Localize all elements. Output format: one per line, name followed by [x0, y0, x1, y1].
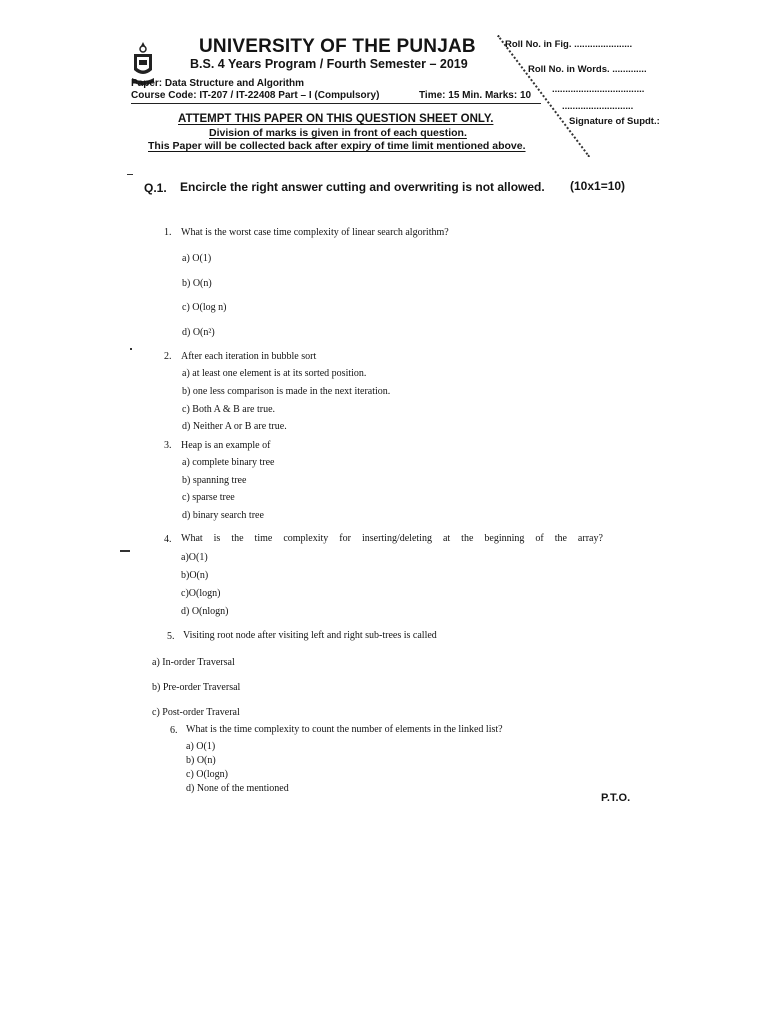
question-number: 1. — [164, 227, 172, 238]
question-text: What is the time complexity for inserting/deleting at the beginning of the array? — [181, 533, 603, 544]
option[interactable]: c) Post-order Traveral — [152, 707, 240, 718]
option[interactable]: b) one less comparison is made in the next iteration. — [182, 386, 391, 397]
question-number: 4. — [164, 534, 172, 545]
scan-mark — [130, 348, 132, 350]
q1-marks: (10x1=10) — [570, 179, 626, 193]
option[interactable]: d) Neither A or B are true. — [182, 421, 287, 432]
instruction-line-3: This Paper will be collected back after expiry of time limit mentioned above. — [148, 140, 526, 152]
instruction-line-1: ATTEMPT THIS PAPER ON THIS QUESTION SHEET ONLY. — [178, 113, 494, 125]
instruction-line-2: Division of marks is given in front of each question. — [209, 127, 467, 139]
roll-no-words: Roll No. in Words. ............. — [528, 64, 647, 75]
option[interactable]: c) sparse tree — [182, 492, 235, 503]
option[interactable]: d) binary search tree — [182, 510, 264, 521]
signature-dots: ........................... — [562, 101, 634, 112]
scan-mark — [120, 550, 130, 552]
q1-instruction: Encircle the right answer cutting and overwriting is not allowed. — [180, 180, 545, 194]
pto-label: P.T.O. — [601, 792, 631, 804]
question-number: 5. — [167, 631, 175, 642]
question-text: Heap is an example of — [181, 440, 271, 451]
option[interactable]: a) O(1) — [182, 253, 212, 264]
university-title: UNIVERSITY OF THE PUNJAB — [199, 36, 476, 57]
header-divider — [131, 103, 541, 104]
option[interactable]: b) O(n) — [186, 755, 216, 766]
roll-no-fig: Roll No. in Fig. ...................... — [505, 39, 633, 50]
question-text: What is the time complexity to count the number of elements in the linked list? — [186, 724, 503, 735]
option[interactable]: a) In-order Traversal — [152, 657, 235, 668]
option[interactable]: c) Both A & B are true. — [182, 404, 276, 415]
option[interactable]: a) complete binary tree — [182, 457, 275, 468]
question-number: 3. — [164, 440, 172, 451]
option[interactable]: b)O(n) — [181, 570, 209, 581]
course-code: Course Code: IT-207 / IT-22408 Part – I (Compulsory) — [131, 90, 380, 101]
option[interactable]: b) spanning tree — [182, 475, 247, 486]
option[interactable]: d) O(nlogn) — [181, 606, 229, 617]
signature-label: Signature of Supdt.: — [569, 116, 660, 127]
option[interactable]: d) O(n²) — [182, 327, 215, 338]
option[interactable]: b) Pre-order Traversal — [152, 682, 241, 693]
option[interactable]: c)O(logn) — [181, 588, 221, 599]
paper-title: Paper: Data Structure and Algorithm — [131, 78, 304, 89]
question-text: After each iteration in bubble sort — [181, 351, 317, 362]
option[interactable]: c) O(log n) — [182, 302, 227, 313]
blank-line: ................................... — [552, 84, 645, 95]
q1-label: Q.1. — [144, 181, 167, 195]
scan-mark — [127, 174, 133, 175]
question-text: What is the worst case time complexity of linear search algorithm? — [181, 227, 449, 238]
question-text: Visiting root node after visiting left and right sub-trees is called — [183, 630, 437, 641]
program-line: B.S. 4 Years Program / Fourth Semester – 2019 — [190, 57, 468, 71]
option[interactable]: a) O(1) — [186, 741, 216, 752]
option[interactable]: d) None of the mentioned — [186, 783, 289, 794]
question-number: 2. — [164, 351, 172, 362]
option[interactable]: a) at least one element is at its sorted position. — [182, 368, 367, 379]
time-marks: Time: 15 Min. Marks: 10 — [419, 90, 532, 101]
option[interactable]: b) O(n) — [182, 278, 212, 289]
question-number: 6. — [170, 725, 178, 736]
option[interactable]: a)O(1) — [181, 552, 208, 563]
option[interactable]: c) O(logn) — [186, 769, 228, 780]
